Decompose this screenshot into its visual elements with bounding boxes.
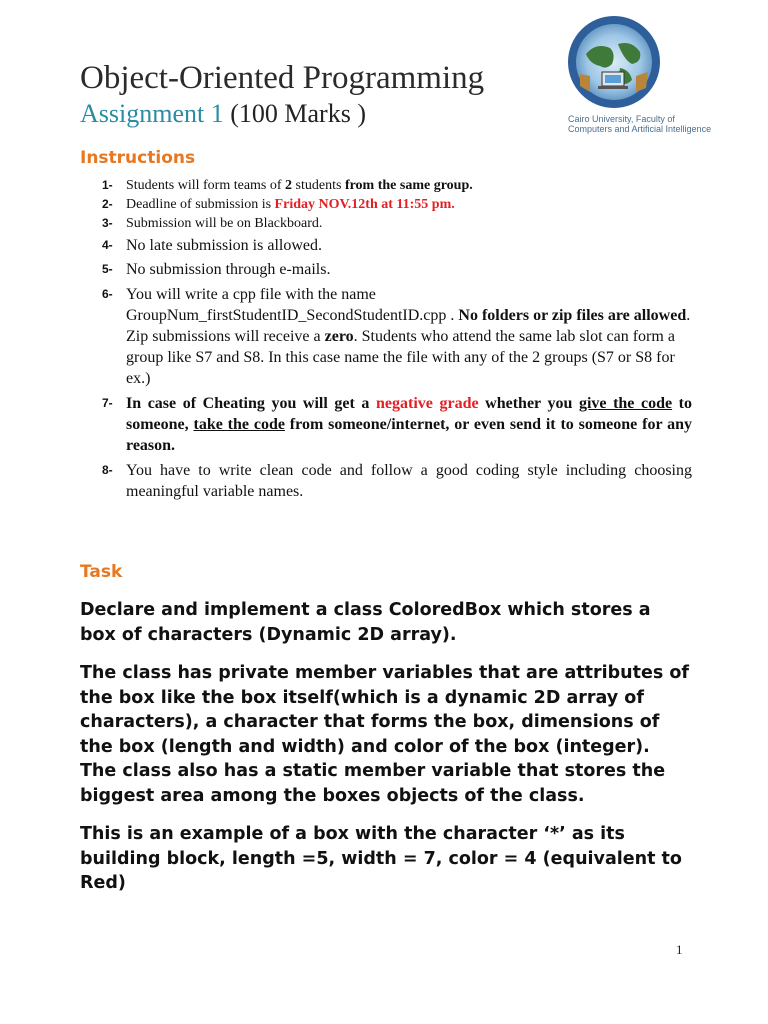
instruction-item xyxy=(80,195,692,214)
instruction-item xyxy=(80,393,692,456)
logo-caption xyxy=(568,114,738,134)
task-paragraph: This is an example of a box with the character ‘*’ as its building block, length =5, width = 7, color = 4 (equivalent to Red) xyxy=(80,824,682,893)
instruction-item xyxy=(80,214,692,233)
item-text: No late submission is allowed. xyxy=(126,237,322,254)
negative-grade-text: negative grade xyxy=(376,395,479,412)
instruction-item xyxy=(80,259,692,280)
page-number: 1 xyxy=(676,942,683,957)
instruction-item xyxy=(80,176,692,195)
task-paragraph: The class has private member variables that are attributes of the box like the box itself(which is a dynamic 2D array of characters), a character that forms the box, dimensions of the box (length and width) and color of the box (integer). The class also has a static member variable that stores the biggest area among the boxes objects of the class. xyxy=(80,663,689,806)
item-bold: from the same group. xyxy=(344,178,473,193)
item-bold: from someone/internet, or even send it to someone for any reason. xyxy=(126,416,692,454)
university-logo xyxy=(566,14,662,110)
document-title: Object-Oriented Programming xyxy=(80,60,485,96)
task-heading: Task xyxy=(80,562,123,582)
item-number: 2- xyxy=(102,197,113,211)
task-paragraph: Declare and implement a class ColoredBox which stores a box of characters (Dynamic 2D array). xyxy=(80,600,651,645)
instruction-item xyxy=(80,284,692,389)
item-number: 7- xyxy=(102,396,113,410)
logo-caption-line-1: Cairo University, Faculty of xyxy=(568,114,675,124)
item-text: No submission through e-mails. xyxy=(126,261,331,278)
instructions-list xyxy=(80,176,692,502)
task-body xyxy=(80,598,692,910)
item-bold: whether you xyxy=(478,395,579,412)
instructions-heading: Instructions xyxy=(80,148,196,168)
item-number: 5- xyxy=(102,262,113,276)
logo-caption-line-2: Computers and Artificial Intelligence xyxy=(568,124,712,134)
item-underlined: give the code xyxy=(578,395,673,412)
item-bold: 2 xyxy=(285,178,293,193)
deadline-text: Friday NOV.12th at 11:55 pm. xyxy=(274,197,455,212)
instruction-item xyxy=(80,460,692,502)
item-bold: to someone, xyxy=(126,395,693,433)
item-bold: No folders or zip files are allowed xyxy=(458,307,687,324)
item-text: You have to write clean code and follow a good coding style including choosing meaningful variable names. xyxy=(126,462,692,500)
item-underlined: take the code xyxy=(193,416,285,433)
item-text: Submission will be on Blackboard. xyxy=(126,216,323,231)
item-number: 8- xyxy=(102,463,113,477)
item-bold: In case of Cheating you will get a xyxy=(126,395,377,412)
item-text: You will write a cpp file with the name GroupNum_firstStudentID_SecondStudentID.cpp . xyxy=(126,286,459,324)
item-text: . Zip submissions will receive a xyxy=(126,307,691,345)
item-number: 6- xyxy=(102,287,113,301)
item-number: 4- xyxy=(102,238,113,252)
assignment-subtitle xyxy=(80,98,366,130)
marks-label: (100 Marks ) xyxy=(230,99,366,128)
assignment-label: Assignment 1 xyxy=(80,99,224,128)
item-bold: zero xyxy=(324,328,354,345)
item-number: 3- xyxy=(102,216,113,230)
item-text: Deadline of submission is xyxy=(126,197,275,212)
item-text: . Students who attend the same lab slot can form a group like S7 and S8. In this case name the file with any of the 2 groups (S7 or S8 for ex.) xyxy=(126,328,675,387)
item-text: students xyxy=(292,178,345,193)
item-text: Students will form teams of xyxy=(126,178,286,193)
item-number: 1- xyxy=(102,178,113,192)
instruction-item xyxy=(80,235,692,256)
